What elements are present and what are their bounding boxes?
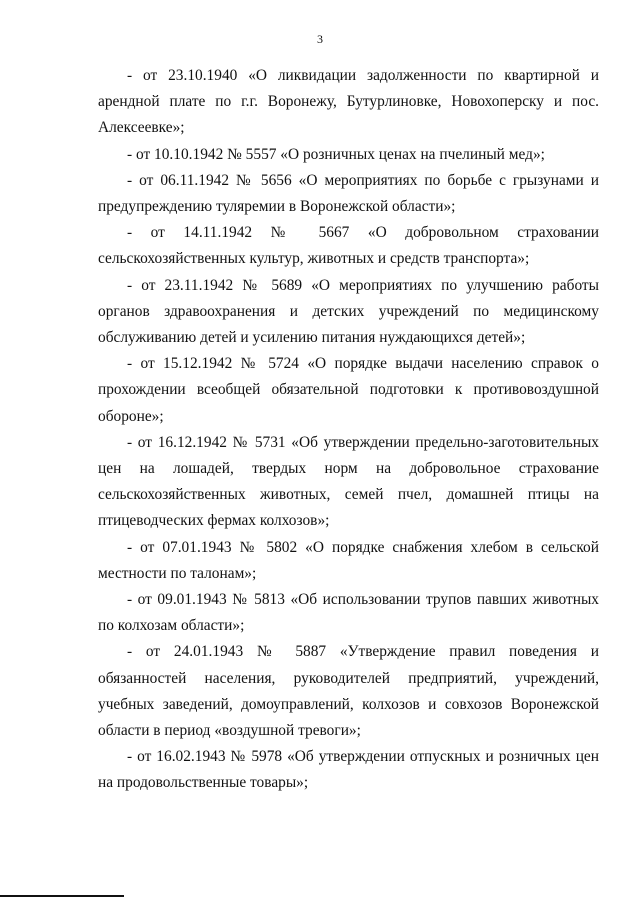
list-item: - от 16.02.1943 № 5978 «Об утверждении отпускных и розничных цен на продовольственные товары»;: [98, 748, 599, 792]
list-item: - от 09.01.1943 № 5813 «Об использовании трупов павших животных по колхозам области»;: [98, 591, 599, 635]
list-item: - от 23.10.1940 «О ликвидации задолженности по квартирной и арендной плате по г.г. Воронежу, Бутурлиновке, Новохоперску и пос. Алексеевке»;: [98, 67, 599, 137]
page-number: 3: [317, 32, 323, 46]
list-item: - от 10.10.1942 № 5557 «О розничных ценах на пчелиный мед»;: [127, 145, 545, 163]
document-body: [98, 63, 599, 797]
list-item: - от 07.01.1943 № 5802 «О порядке снабжения хлебом в сельской местности по талонам»;: [98, 538, 599, 582]
list-item: - от 23.11.1942 № 5689 «О мероприятиях по улучшению работы органов здравоохранения и детских учреждений по медицинскому обслуживанию детей и усилению питания нуждающихся детей»;: [98, 276, 599, 347]
footnote-divider: [0, 895, 124, 897]
list-item: - от 24.01.1943 № 5887 «Утверждение правил поведения и обязанностей населения, руководителей предприятий, учреждений, учебных заведений, домоуправлений, колхозов и совхозов Воронежской области в период «воздушной тревоги»;: [98, 643, 599, 740]
list-item: - от 06.11.1942 № 5656 «О мероприятиях по борьбе с грызунами и предупреждению туляремии в Воронежской области»;: [98, 171, 599, 216]
list-item: - от 15.12.1942 № 5724 «О порядке выдачи населению справок о прохождении всеобщей обязательной подготовки к противовоздушной обороне»;: [98, 355, 599, 425]
list-item: - от 14.11.1942 № 5667 «О добровольном страховании сельскохозяйственных культур, животных и средств транспорта»;: [98, 224, 599, 268]
list-item: - от 16.12.1942 № 5731 «Об утверждении предельно-заготовительных цен на лошадей, твердых норм на добровольное страхование сельскохозяйственных животных, семей пчел, домашней птицы на птицеводческих фермах колхозов»;: [98, 433, 599, 530]
